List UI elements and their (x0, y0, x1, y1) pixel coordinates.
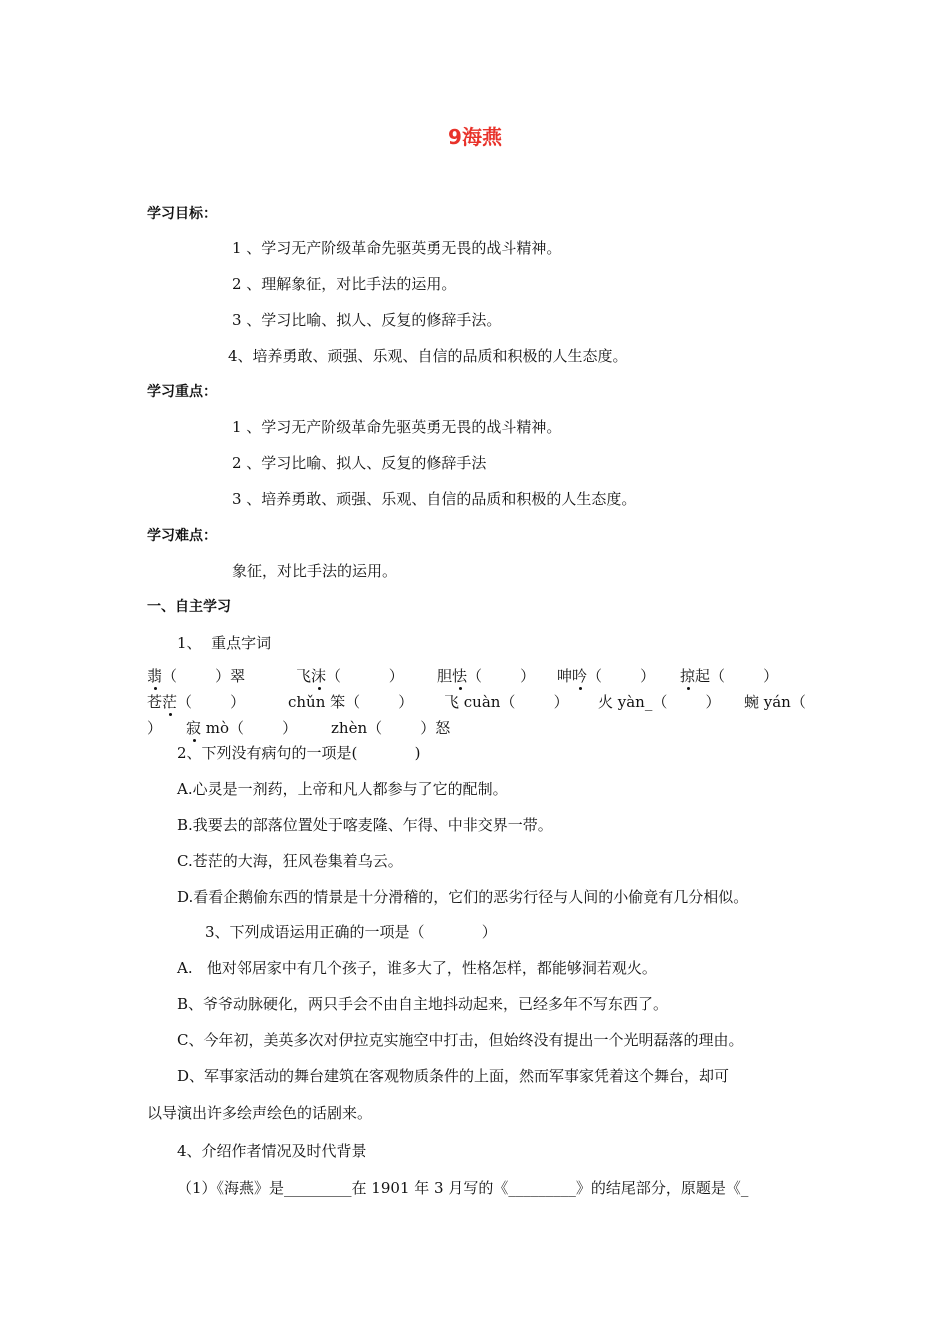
section1-heading: 一、自主学习 (147, 599, 231, 615)
q2-option: A.心灵是一剂药，上帝和凡人都参与了它的配制。 (177, 780, 508, 798)
vocab-item: 苍茫（ ） (147, 693, 246, 711)
q3-option: B、爷爷动脉硬化，两只手会不由自主地抖动起来，已经多年不写东西了。 (177, 995, 669, 1013)
q3-option: C、今年初，美英多次对伊拉克实施空中打击，但始终没有提出一个光明磊落的理由。 (177, 1031, 744, 1049)
key-points-heading: 学习重点： (147, 384, 217, 400)
q4-stem: 4、介绍作者情况及时代背景 (177, 1142, 367, 1160)
vocab-item: 蜿 yán（ (744, 693, 806, 711)
q1-label: 1、 重点字词 (177, 634, 272, 652)
vocab-item: 飞沫（ ） (296, 667, 404, 685)
q2-option: D.看看企鹅偷东西的情景是十分滑稽的，它们的恶劣行径与人间的小偷竟有几分相似。 (177, 888, 749, 906)
vocab-item: 胆怯（ ） (437, 667, 536, 685)
q3-stem: 3、下列成语运用正确的一项是（ ） (205, 923, 497, 941)
vocab-item: 呻吟（ ） (557, 667, 656, 685)
goal-item: 2 、理解象征，对比手法的运用。 (232, 275, 457, 293)
vocab-item: zhèn（ ）怒 (331, 719, 451, 737)
difficulties-text: 象征，对比手法的运用。 (232, 562, 398, 580)
q3-option-continued: 以导演出许多绘声绘色的话剧来。 (147, 1104, 373, 1122)
key-point-item: 2 、学习比喻、拟人、反复的修辞手法 (232, 454, 487, 472)
q2-stem: 2、下列没有病句的一项是( ) (177, 744, 421, 762)
goals-heading: 学习目标： (147, 206, 217, 222)
vocab-item: 翡（ ）翠 (147, 667, 246, 685)
q3-option: A. 他对邻居家中有几个孩子，谁多大了，性格怎样，都能够洞若观火。 (177, 959, 657, 977)
goal-item: 1 、学习无产阶级革命先驱英勇无畏的战斗精神。 (232, 239, 562, 257)
q2-option: B.我要去的部落位置处于喀麦隆、乍得、中非交界一带。 (177, 816, 553, 834)
key-point-item: 3 、培养勇敢、顽强、乐观、自信的品质和积极的人生态度。 (232, 490, 637, 508)
vocab-item: 飞 cuàn（ ） (444, 693, 569, 711)
vocab-item: 掠起（ ） (680, 667, 779, 685)
q3-option: D、军事家活动的舞台建筑在客观物质条件的上面，然而军事家凭着这个舞台，却可 (177, 1067, 730, 1085)
goal-item: 3 、学习比喻、拟人、反复的修辞手法。 (232, 311, 502, 329)
vocab-item: 火 yàn_（ ） (598, 693, 721, 711)
page-title: 9海燕 (448, 125, 502, 149)
goal-item: 4、培养勇敢、顽强、乐观、自信的品质和积极的人生态度。 (228, 347, 628, 365)
q4-sub1: （1）《海燕》是_________在 1901 年 3 月写的《_________》的结尾部分，原题是《_ (177, 1179, 749, 1197)
key-point-item: 1 、学习无产阶级革命先驱英勇无畏的战斗精神。 (232, 418, 562, 436)
vocab-item: chǔn 笨（ ） (288, 693, 414, 711)
vocab-item: 寂 mò（ ） (186, 719, 298, 737)
q2-option: C.苍茫的大海，狂风卷集着乌云。 (177, 852, 403, 870)
vocab-item: ） (147, 719, 163, 737)
difficulties-heading: 学习难点： (147, 528, 217, 544)
